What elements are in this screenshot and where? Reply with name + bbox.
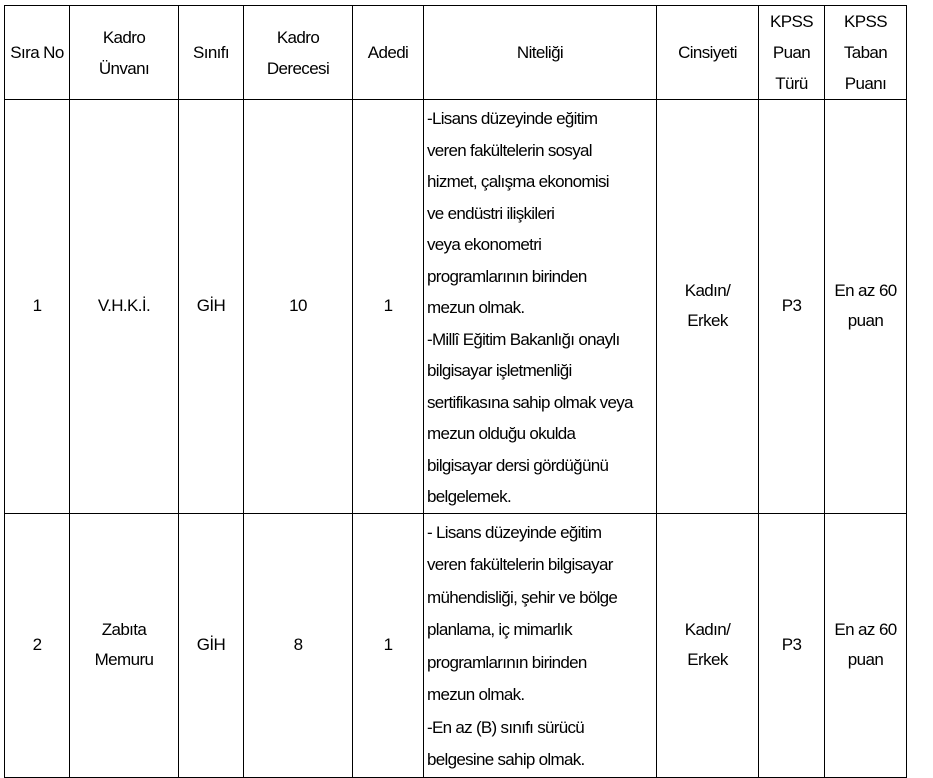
cell-sira-no: 2 xyxy=(5,513,70,777)
header-kadro-unvani: Kadro Ünvanı xyxy=(70,6,179,100)
cell-cinsiyeti: Kadın/ Erkek xyxy=(657,513,759,777)
cell-kadro-unvani: V.H.K.İ. xyxy=(70,100,179,514)
cell-adedi: 1 xyxy=(353,513,424,777)
header-kpss-puan-turu: KPSS Puan Türü xyxy=(759,6,825,100)
niteligi-line: mezun olmak. xyxy=(427,298,525,317)
cell-cinsiyeti: Kadın/ Erkek xyxy=(657,100,759,514)
cell-niteligi xyxy=(424,100,657,514)
cell-kadro-derecesi: 10 xyxy=(244,100,353,514)
niteligi-line: veya ekonometri xyxy=(427,235,542,254)
cell-kpss-puan-turu: P3 xyxy=(759,100,825,514)
header-sinifi: Sınıfı xyxy=(179,6,244,100)
niteligi-line: sertifikasına sahip olmak veya xyxy=(427,392,633,412)
cell-kpss-puan-turu: P3 xyxy=(759,513,825,777)
cell-sira-no: 1 xyxy=(5,100,70,514)
header-sira-no: Sıra No xyxy=(5,6,70,100)
niteligi-line: -Millî Eğitim Bakanlığı onaylı xyxy=(427,329,620,349)
cell-adedi: 1 xyxy=(353,100,424,514)
header-adedi: Adedi xyxy=(353,6,424,100)
niteligi-line: belgelemek. xyxy=(427,487,511,506)
header-niteligi: Niteliği xyxy=(424,6,657,100)
table-row xyxy=(5,513,907,777)
cell-sinifi: GİH xyxy=(179,513,244,777)
kadro-table xyxy=(4,5,907,778)
niteligi-line: -Lisans düzeyinde eğitim xyxy=(427,109,598,128)
niteligi-line: bilgisayar dersi gördüğünü xyxy=(427,455,609,475)
niteligi-line: programlarının birinden xyxy=(427,652,587,672)
niteligi-line: - Lisans düzeyinde eğitim xyxy=(427,522,602,542)
cell-niteligi xyxy=(424,513,657,777)
niteligi-line: mezun olduğu okulda xyxy=(427,424,576,443)
cell-kpss-taban-puani: En az 60 puan xyxy=(825,100,907,514)
niteligi-line: ve endüstri ilişkileri xyxy=(427,203,555,223)
niteligi-line: bilgisayar işletmenliği xyxy=(427,361,572,380)
niteligi-line: -En az (B) sınıfı sürücü xyxy=(427,717,585,737)
header-row xyxy=(5,6,907,100)
niteligi-line: mezun olmak. xyxy=(427,685,525,704)
niteligi-line: belgesine sahip olmak. xyxy=(427,750,585,769)
niteligi-line: hizmet, çalışma ekonomisi xyxy=(427,172,609,191)
niteligi-line: veren fakültelerin bilgisayar xyxy=(427,555,613,574)
niteligi-line: planlama, iç mimarlık xyxy=(427,620,572,639)
header-cinsiyeti: Cinsiyeti xyxy=(657,6,759,100)
niteligi-line: programlarının birinden xyxy=(427,266,587,286)
cell-sinifi: GİH xyxy=(179,100,244,514)
cell-kpss-taban-puani: En az 60 puan xyxy=(825,513,907,777)
niteligi-line: veren fakültelerin sosyal xyxy=(427,140,592,160)
cell-kadro-unvani: Zabıta Memuru xyxy=(70,513,179,777)
header-kadro-derecesi: Kadro Derecesi xyxy=(244,6,353,100)
niteligi-line: mühendisliği, şehir ve bölge xyxy=(427,587,618,607)
table-row xyxy=(5,100,907,514)
header-kpss-taban-puani: KPSS Taban Puanı xyxy=(825,6,907,100)
cell-kadro-derecesi: 8 xyxy=(244,513,353,777)
